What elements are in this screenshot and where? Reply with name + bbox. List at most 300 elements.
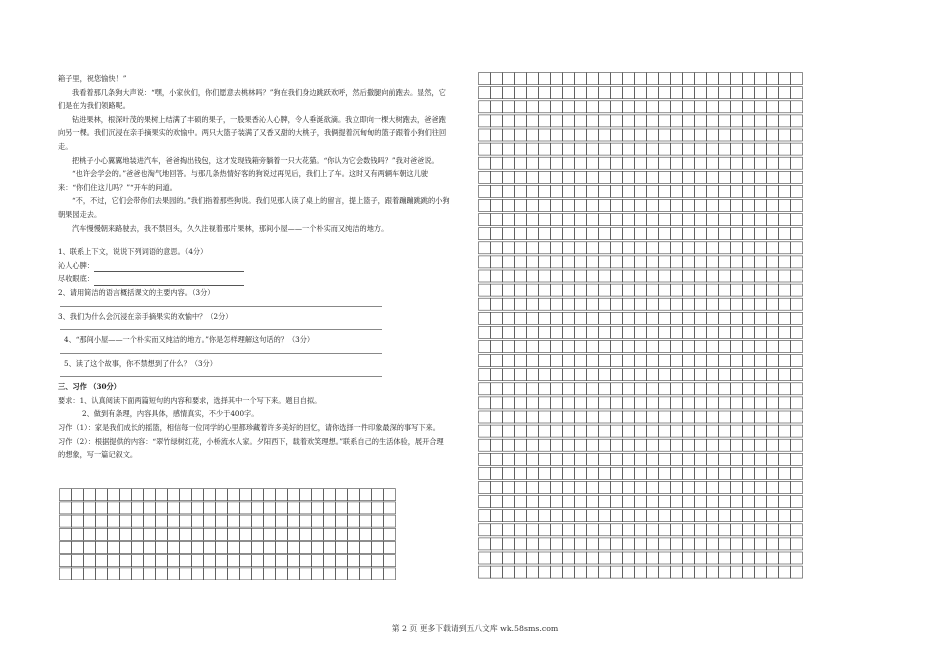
grid-cell[interactable] [659, 129, 671, 141]
grid-cell[interactable] [587, 157, 599, 169]
grid-cell[interactable] [767, 566, 779, 578]
grid-cell[interactable] [587, 467, 599, 479]
grid-cell[interactable] [84, 542, 96, 554]
grid-cell[interactable] [671, 341, 683, 353]
grid-cell[interactable] [587, 73, 599, 85]
grid-cell[interactable] [671, 453, 683, 465]
grid-cell[interactable] [527, 270, 539, 282]
grid-cell[interactable] [587, 552, 599, 564]
grid-cell[interactable] [527, 157, 539, 169]
grid-cell[interactable] [611, 482, 623, 494]
grid-cell[interactable] [743, 157, 755, 169]
grid-cell[interactable] [779, 496, 791, 508]
grid-cell[interactable] [108, 489, 120, 501]
grid-cell[interactable] [539, 270, 551, 282]
grid-cell[interactable] [491, 326, 503, 338]
grid-cell[interactable] [647, 87, 659, 99]
grid-cell[interactable] [659, 453, 671, 465]
grid-cell[interactable] [791, 115, 803, 127]
grid-cell[interactable] [300, 502, 312, 514]
grid-cell[interactable] [503, 538, 515, 550]
grid-cell[interactable] [767, 326, 779, 338]
grid-cell[interactable] [779, 242, 791, 254]
grid-cell[interactable] [551, 185, 563, 197]
grid-cell[interactable] [539, 383, 551, 395]
grid-cell[interactable] [707, 369, 719, 381]
grid-cell[interactable] [635, 87, 647, 99]
grid-cell[interactable] [491, 482, 503, 494]
grid-cell[interactable] [539, 143, 551, 155]
grid-cell[interactable] [647, 115, 659, 127]
grid-cell[interactable] [755, 101, 767, 113]
grid-cell[interactable] [791, 242, 803, 254]
grid-cell[interactable] [252, 528, 264, 540]
grid-cell[interactable] [276, 528, 288, 540]
grid-cell[interactable] [515, 129, 527, 141]
grid-cell[interactable] [683, 115, 695, 127]
grid-cell[interactable] [599, 524, 611, 536]
grid-cell[interactable] [695, 115, 707, 127]
grid-cell[interactable] [719, 397, 731, 409]
grid-cell[interactable] [575, 228, 587, 240]
grid-cell[interactable] [791, 270, 803, 282]
grid-cell[interactable] [384, 528, 396, 540]
grid-cell[interactable] [515, 411, 527, 423]
grid-cell[interactable] [563, 383, 575, 395]
grid-cell[interactable] [707, 566, 719, 578]
grid-cell[interactable] [659, 425, 671, 437]
grid-cell[interactable] [515, 171, 527, 183]
grid-cell[interactable] [539, 369, 551, 381]
grid-cell[interactable] [539, 355, 551, 367]
grid-cell[interactable] [791, 298, 803, 310]
grid-cell[interactable] [719, 411, 731, 423]
grid-cell[interactable] [551, 326, 563, 338]
grid-cell[interactable] [611, 129, 623, 141]
grid-cell[interactable] [551, 256, 563, 268]
grid-cell[interactable] [563, 552, 575, 564]
grid-cell[interactable] [587, 397, 599, 409]
grid-cell[interactable] [575, 242, 587, 254]
grid-cell[interactable] [599, 270, 611, 282]
grid-cell[interactable] [767, 397, 779, 409]
grid-cell[interactable] [707, 200, 719, 212]
grid-cell[interactable] [659, 115, 671, 127]
grid-cell[interactable] [527, 355, 539, 367]
grid-cell[interactable] [491, 87, 503, 99]
grid-cell[interactable] [599, 242, 611, 254]
grid-cell[interactable] [515, 566, 527, 578]
grid-cell[interactable] [563, 214, 575, 226]
grid-cell[interactable] [503, 312, 515, 324]
grid-cell[interactable] [671, 524, 683, 536]
grid-cell[interactable] [312, 515, 324, 527]
grid-cell[interactable] [623, 200, 635, 212]
grid-cell[interactable] [683, 157, 695, 169]
grid-cell[interactable] [779, 552, 791, 564]
grid-cell[interactable] [719, 284, 731, 296]
grid-cell[interactable] [228, 502, 240, 514]
grid-cell[interactable] [563, 439, 575, 451]
grid-cell[interactable] [180, 502, 192, 514]
grid-cell[interactable] [216, 515, 228, 527]
grid-cell[interactable] [575, 425, 587, 437]
grid-cell[interactable] [683, 312, 695, 324]
grid-cell[interactable] [755, 566, 767, 578]
grid-cell[interactable] [779, 397, 791, 409]
grid-cell[interactable] [791, 200, 803, 212]
grid-cell[interactable] [755, 270, 767, 282]
grid-cell[interactable] [491, 397, 503, 409]
grid-cell[interactable] [731, 355, 743, 367]
grid-cell[interactable] [120, 502, 132, 514]
grid-cell[interactable] [563, 411, 575, 423]
grid-cell[interactable] [767, 270, 779, 282]
grid-cell[interactable] [156, 555, 168, 567]
grid-cell[interactable] [515, 439, 527, 451]
grid-cell[interactable] [719, 73, 731, 85]
grid-cell[interactable] [683, 256, 695, 268]
grid-cell[interactable] [611, 115, 623, 127]
grid-cell[interactable] [695, 496, 707, 508]
grid-cell[interactable] [635, 242, 647, 254]
grid-cell[interactable] [515, 453, 527, 465]
grid-cell[interactable] [587, 439, 599, 451]
grid-cell[interactable] [683, 326, 695, 338]
grid-cell[interactable] [599, 101, 611, 113]
grid-cell[interactable] [539, 242, 551, 254]
grid-cell[interactable] [767, 185, 779, 197]
grid-cell[interactable] [635, 129, 647, 141]
grid-cell[interactable] [683, 87, 695, 99]
grid-cell[interactable] [695, 171, 707, 183]
grid-cell[interactable] [671, 312, 683, 324]
grid-cell[interactable] [623, 383, 635, 395]
grid-cell[interactable] [503, 87, 515, 99]
grid-cell[interactable] [647, 369, 659, 381]
grid-cell[interactable] [479, 439, 491, 451]
grid-cell[interactable] [659, 538, 671, 550]
grid-cell[interactable] [372, 515, 384, 527]
grid-cell[interactable] [647, 298, 659, 310]
grid-cell[interactable] [743, 214, 755, 226]
grid-cell[interactable] [791, 425, 803, 437]
grid-cell[interactable] [635, 143, 647, 155]
grid-cell[interactable] [264, 515, 276, 527]
grid-cell[interactable] [479, 467, 491, 479]
grid-cell[interactable] [743, 524, 755, 536]
grid-cell[interactable] [695, 524, 707, 536]
grid-cell[interactable] [779, 256, 791, 268]
grid-cell[interactable] [563, 467, 575, 479]
grid-cell[interactable] [336, 568, 348, 580]
grid-cell[interactable] [731, 129, 743, 141]
grid-cell[interactable] [491, 496, 503, 508]
grid-cell[interactable] [719, 496, 731, 508]
grid-cell[interactable] [132, 542, 144, 554]
grid-cell[interactable] [767, 425, 779, 437]
grid-cell[interactable] [228, 489, 240, 501]
grid-cell[interactable] [539, 326, 551, 338]
grid-cell[interactable] [527, 524, 539, 536]
grid-cell[interactable] [791, 383, 803, 395]
grid-cell[interactable] [719, 185, 731, 197]
grid-cell[interactable] [623, 185, 635, 197]
grid-cell[interactable] [791, 453, 803, 465]
grid-cell[interactable] [755, 256, 767, 268]
grid-cell[interactable] [575, 439, 587, 451]
grid-cell[interactable] [611, 566, 623, 578]
grid-cell[interactable] [779, 566, 791, 578]
grid-cell[interactable] [671, 185, 683, 197]
grid-cell[interactable] [240, 515, 252, 527]
grid-cell[interactable] [743, 355, 755, 367]
grid-cell[interactable] [611, 355, 623, 367]
grid-cell[interactable] [731, 185, 743, 197]
grid-cell[interactable] [611, 228, 623, 240]
grid-cell[interactable] [479, 425, 491, 437]
grid-cell[interactable] [707, 171, 719, 183]
grid-cell[interactable] [204, 489, 216, 501]
grid-cell[interactable] [252, 502, 264, 514]
grid-cell[interactable] [360, 502, 372, 514]
grid-cell[interactable] [360, 515, 372, 527]
grid-cell[interactable] [539, 411, 551, 423]
grid-cell[interactable] [120, 568, 132, 580]
grid-cell[interactable] [719, 425, 731, 437]
grid-cell[interactable] [479, 73, 491, 85]
grid-cell[interactable] [84, 489, 96, 501]
grid-cell[interactable] [671, 256, 683, 268]
grid-cell[interactable] [72, 489, 84, 501]
grid-cell[interactable] [611, 411, 623, 423]
grid-cell[interactable] [503, 411, 515, 423]
grid-cell[interactable] [743, 284, 755, 296]
grid-cell[interactable] [84, 555, 96, 567]
grid-cell[interactable] [647, 496, 659, 508]
grid-cell[interactable] [527, 326, 539, 338]
grid-cell[interactable] [479, 270, 491, 282]
grid-cell[interactable] [767, 115, 779, 127]
grid-cell[interactable] [108, 515, 120, 527]
grid-cell[interactable] [647, 341, 659, 353]
grid-cell[interactable] [539, 510, 551, 522]
grid-cell[interactable] [671, 411, 683, 423]
grid-cell[interactable] [575, 200, 587, 212]
grid-cell[interactable] [575, 143, 587, 155]
grid-cell[interactable] [503, 425, 515, 437]
grid-cell[interactable] [539, 524, 551, 536]
grid-cell[interactable] [527, 284, 539, 296]
grid-cell[interactable] [707, 73, 719, 85]
grid-cell[interactable] [659, 270, 671, 282]
grid-cell[interactable] [539, 341, 551, 353]
grid-cell[interactable] [204, 568, 216, 580]
grid-cell[interactable] [551, 214, 563, 226]
grid-cell[interactable] [515, 157, 527, 169]
grid-cell[interactable] [479, 214, 491, 226]
grid-cell[interactable] [575, 355, 587, 367]
grid-cell[interactable] [551, 411, 563, 423]
grid-cell[interactable] [599, 200, 611, 212]
grid-cell[interactable] [503, 256, 515, 268]
grid-cell[interactable] [791, 129, 803, 141]
grid-cell[interactable] [635, 397, 647, 409]
grid-cell[interactable] [479, 496, 491, 508]
writing-grid-right[interactable] [478, 70, 810, 581]
grid-cell[interactable] [731, 171, 743, 183]
grid-cell[interactable] [791, 171, 803, 183]
grid-cell[interactable] [683, 228, 695, 240]
grid-cell[interactable] [719, 538, 731, 550]
grid-cell[interactable] [743, 341, 755, 353]
grid-cell[interactable] [743, 326, 755, 338]
grid-cell[interactable] [707, 143, 719, 155]
grid-cell[interactable] [384, 555, 396, 567]
grid-cell[interactable] [659, 242, 671, 254]
grid-cell[interactable] [683, 425, 695, 437]
grid-cell[interactable] [288, 555, 300, 567]
grid-cell[interactable] [683, 355, 695, 367]
grid-cell[interactable] [575, 524, 587, 536]
grid-cell[interactable] [72, 542, 84, 554]
grid-cell[interactable] [60, 489, 72, 501]
grid-cell[interactable] [312, 489, 324, 501]
grid-cell[interactable] [539, 73, 551, 85]
grid-cell[interactable] [120, 542, 132, 554]
grid-cell[interactable] [623, 87, 635, 99]
grid-cell[interactable] [647, 510, 659, 522]
grid-cell[interactable] [587, 87, 599, 99]
grid-cell[interactable] [623, 312, 635, 324]
grid-cell[interactable] [779, 467, 791, 479]
grid-cell[interactable] [767, 411, 779, 423]
grid-cell[interactable] [767, 87, 779, 99]
grid-cell[interactable] [599, 157, 611, 169]
grid-cell[interactable] [707, 270, 719, 282]
grid-cell[interactable] [264, 568, 276, 580]
grid-cell[interactable] [563, 270, 575, 282]
grid-cell[interactable] [491, 341, 503, 353]
grid-cell[interactable] [348, 542, 360, 554]
grid-cell[interactable] [587, 383, 599, 395]
grid-cell[interactable] [587, 496, 599, 508]
grid-cell[interactable] [312, 502, 324, 514]
grid-cell[interactable] [144, 568, 156, 580]
grid-cell[interactable] [791, 411, 803, 423]
grid-cell[interactable] [743, 538, 755, 550]
grid-cell[interactable] [611, 538, 623, 550]
grid-cell[interactable] [659, 439, 671, 451]
grid-cell[interactable] [671, 355, 683, 367]
grid-cell[interactable] [228, 568, 240, 580]
grid-cell[interactable] [479, 242, 491, 254]
grid-cell[interactable] [683, 467, 695, 479]
grid-cell[interactable] [611, 552, 623, 564]
grid-cell[interactable] [539, 482, 551, 494]
grid-cell[interactable] [707, 341, 719, 353]
grid-cell[interactable] [779, 453, 791, 465]
grid-cell[interactable] [491, 171, 503, 183]
grid-cell[interactable] [587, 538, 599, 550]
grid-cell[interactable] [731, 510, 743, 522]
grid-cell[interactable] [779, 284, 791, 296]
grid-cell[interactable] [539, 453, 551, 465]
grid-cell[interactable] [60, 542, 72, 554]
grid-cell[interactable] [539, 101, 551, 113]
grid-cell[interactable] [539, 566, 551, 578]
grid-cell[interactable] [719, 256, 731, 268]
grid-cell[interactable] [731, 439, 743, 451]
grid-cell[interactable] [635, 312, 647, 324]
grid-cell[interactable] [372, 542, 384, 554]
grid-cell[interactable] [551, 341, 563, 353]
grid-cell[interactable] [515, 383, 527, 395]
grid-cell[interactable] [755, 482, 767, 494]
grid-cell[interactable] [659, 496, 671, 508]
grid-cell[interactable] [623, 439, 635, 451]
grid-cell[interactable] [276, 515, 288, 527]
grid-cell[interactable] [707, 397, 719, 409]
grid-cell[interactable] [755, 524, 767, 536]
grid-cell[interactable] [743, 383, 755, 395]
grid-cell[interactable] [755, 73, 767, 85]
grid-cell[interactable] [563, 284, 575, 296]
grid-cell[interactable] [527, 256, 539, 268]
grid-cell[interactable] [635, 496, 647, 508]
grid-cell[interactable] [599, 256, 611, 268]
grid-cell[interactable] [587, 101, 599, 113]
grid-cell[interactable] [743, 467, 755, 479]
grid-cell[interactable] [288, 489, 300, 501]
grid-cell[interactable] [587, 482, 599, 494]
grid-cell[interactable] [635, 538, 647, 550]
grid-cell[interactable] [767, 467, 779, 479]
grid-cell[interactable] [611, 214, 623, 226]
grid-cell[interactable] [683, 369, 695, 381]
grid-cell[interactable] [683, 185, 695, 197]
grid-cell[interactable] [707, 312, 719, 324]
grid-cell[interactable] [695, 228, 707, 240]
grid-cell[interactable] [515, 341, 527, 353]
grid-cell[interactable] [599, 284, 611, 296]
grid-cell[interactable] [551, 496, 563, 508]
grid-cell[interactable] [491, 453, 503, 465]
grid-cell[interactable] [527, 171, 539, 183]
grid-cell[interactable] [671, 87, 683, 99]
grid-cell[interactable] [743, 552, 755, 564]
grid-cell[interactable] [635, 453, 647, 465]
grid-cell[interactable] [647, 453, 659, 465]
grid-cell[interactable] [60, 555, 72, 567]
grid-cell[interactable] [264, 502, 276, 514]
grid-cell[interactable] [192, 528, 204, 540]
grid-cell[interactable] [575, 510, 587, 522]
grid-cell[interactable] [623, 510, 635, 522]
grid-cell[interactable] [647, 129, 659, 141]
grid-cell[interactable] [539, 200, 551, 212]
grid-cell[interactable] [491, 73, 503, 85]
grid-cell[interactable] [324, 542, 336, 554]
grid-cell[interactable] [611, 157, 623, 169]
grid-cell[interactable] [527, 425, 539, 437]
grid-cell[interactable] [707, 383, 719, 395]
grid-cell[interactable] [671, 157, 683, 169]
grid-cell[interactable] [611, 73, 623, 85]
grid-cell[interactable] [551, 73, 563, 85]
grid-cell[interactable] [575, 256, 587, 268]
grid-cell[interactable] [743, 242, 755, 254]
